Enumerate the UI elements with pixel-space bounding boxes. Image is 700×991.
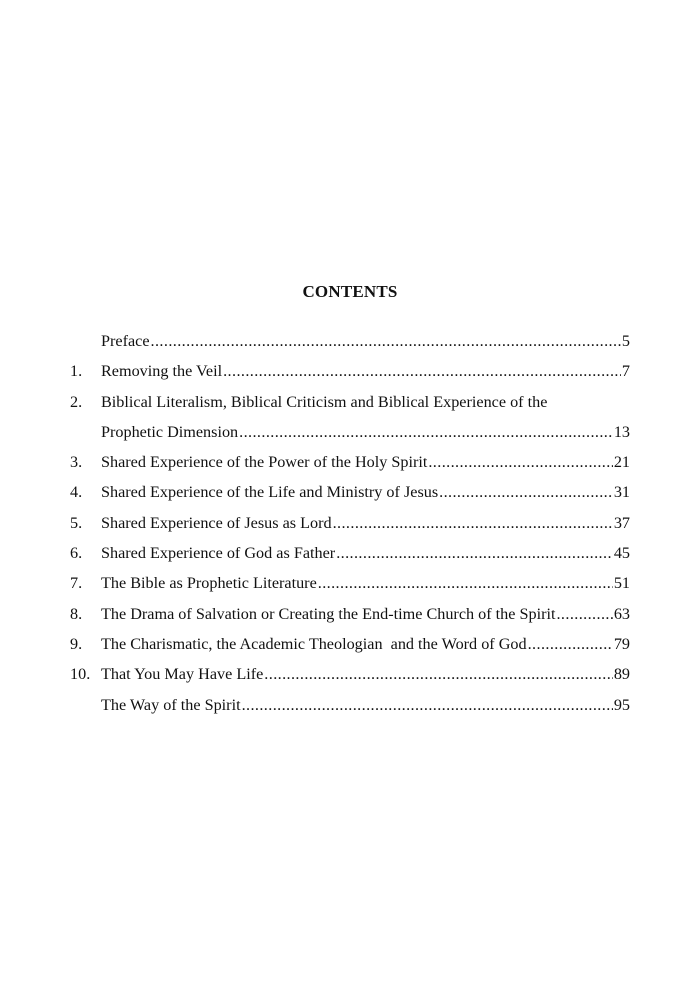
toc-entry-4: [70, 477, 630, 507]
entry-number: 5.: [70, 513, 83, 532]
toc-entry-6: [70, 538, 630, 568]
entry-title: The Charismatic, the Academic Theologian and the Word of God: [101, 634, 527, 653]
entry-title: Preface: [101, 332, 150, 350]
entry-page-number: 79: [613, 634, 630, 653]
dot-leader: [333, 508, 613, 538]
entry-title: Shared Experience of God as Father: [101, 544, 336, 563]
entry-page-number: 5: [621, 332, 630, 350]
entry-number: 9.: [70, 634, 83, 653]
entry-title: That You May Have Life: [101, 665, 264, 684]
entry-title: Removing the Veil: [101, 362, 223, 381]
entry-number: 1.: [70, 362, 83, 381]
entry-page-number: 51: [613, 574, 630, 593]
entry-page-number: 95: [613, 695, 630, 714]
entry-number: 4.: [70, 483, 83, 502]
toc-entry-way-of-the-spirit: [70, 690, 630, 720]
entry-title: Shared Experience of the Life and Ministry of Jesus: [101, 483, 439, 502]
dot-leader: [318, 568, 613, 598]
dot-leader: [528, 629, 613, 659]
toc-entry-3: [70, 447, 630, 477]
entry-title: The Drama of Salvation or Creating the End-time Church of the Spirit: [101, 604, 556, 623]
toc-entry-preface: [70, 326, 630, 356]
entry-page-number: 89: [613, 665, 630, 684]
entry-number: 2.: [70, 392, 83, 411]
entry-page-number: 13: [613, 422, 630, 441]
entry-title: Shared Experience of Jesus as Lord: [101, 513, 332, 532]
toc-entry-10: [70, 659, 630, 689]
entry-title: The Way of the Spirit: [101, 695, 241, 714]
entry-page-number: 31: [613, 483, 630, 502]
dot-leader: [439, 477, 613, 507]
toc-entry-8: [70, 599, 630, 629]
entry-page-number: 45: [613, 544, 630, 563]
entry-number: 8.: [70, 604, 83, 623]
dot-leader: [242, 690, 613, 720]
dot-leader: [556, 599, 612, 629]
dot-leader: [239, 417, 613, 447]
entry-number: 10.: [70, 665, 91, 684]
entry-number: 3.: [70, 453, 83, 472]
entry-title: The Bible as Prophetic Literature: [101, 574, 317, 593]
table-of-contents: [70, 326, 630, 720]
entry-number: 7.: [70, 574, 83, 593]
toc-entry-2-line-2: [70, 417, 630, 447]
entry-title: Shared Experience of the Power of the Holy Spirit: [101, 453, 428, 472]
toc-entry-5: [70, 508, 630, 538]
entry-page-number: 7: [621, 362, 630, 381]
entry-page-number: 37: [613, 513, 630, 532]
toc-entry-1: [70, 356, 630, 386]
dot-leader: [264, 659, 613, 689]
dot-leader: [428, 447, 612, 477]
dot-leader: [223, 356, 621, 386]
entry-number: 6.: [70, 544, 83, 563]
entry-title: Prophetic Dimension: [101, 422, 239, 441]
dot-leader: [336, 538, 613, 568]
entry-page-number: 21: [613, 453, 630, 472]
entry-title-line-1: Biblical Literalism, Biblical Criticism and Biblical Experience of the: [101, 392, 548, 411]
entry-page-number: 63: [613, 604, 630, 623]
dot-leader: [151, 326, 621, 356]
toc-entry-7: [70, 568, 630, 598]
toc-entry-9: [70, 629, 630, 659]
contents-heading: CONTENTS: [302, 282, 398, 301]
toc-entry-2-line-1: [70, 387, 630, 417]
